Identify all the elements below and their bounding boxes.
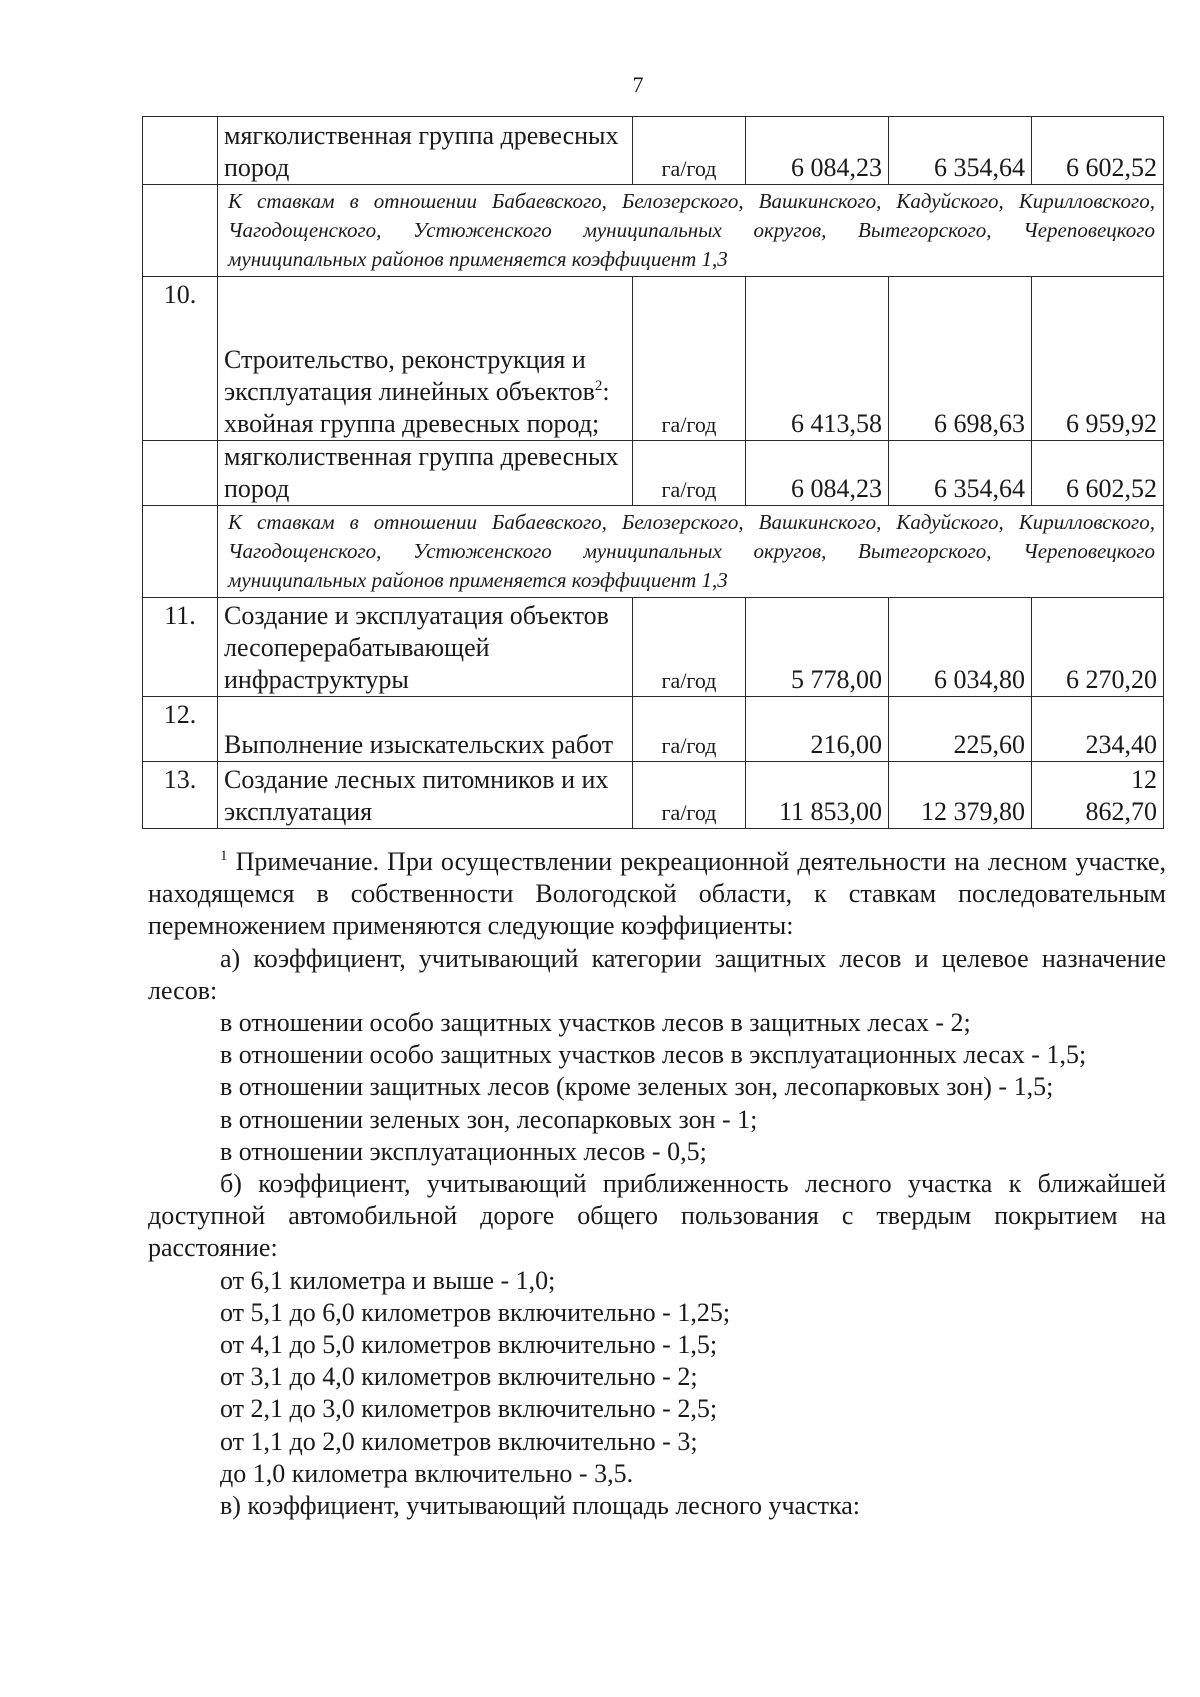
list-item: в отношении защитных лесов (кроме зеленых зон, лесопарковых зон) - 1,5; xyxy=(220,1072,1054,1102)
rates-table xyxy=(142,116,1164,829)
footnote-intro: $^1$ Примечание. При осуществлении рекреационной деятельности на лесном участке, находящемся в собственности Вологодской области, к ставкам последовательным перемножением применяются следующие коэффициенты: xyxy=(148,847,1166,941)
list-item: в отношении особо защитных участков лесов в защитных лесах - 2; xyxy=(220,1008,971,1038)
row-value-2: 6 354,64 xyxy=(889,441,1032,506)
row-value-1: 6 084,23 xyxy=(746,117,889,185)
table-row xyxy=(143,441,1164,506)
coefficient-note: К ставкам в отношении Бабаевского, Белозерского, Вашкинского, Кадуйского, Кирилловского, Чагодощенского, Устюженского муниципальных округов, Вытегорского, Череповецкого муниципальных районов применяется коэффициент 1,3 xyxy=(218,185,1164,277)
list-item: от 4,1 до 5,0 километров включительно - 1,5; xyxy=(220,1330,718,1360)
list-item: от 3,1 до 4,0 километров включительно - 2; xyxy=(220,1362,698,1392)
row-description: Создание и эксплуатация объектов лесоперерабатывающей инфраструктуры xyxy=(218,598,633,697)
coefficient-c-title: в) коэффициент, учитывающий площадь лесного участка: xyxy=(220,1491,860,1521)
row-number: 13. xyxy=(143,762,218,829)
coefficient-note: К ставкам в отношении Бабаевского, Белозерского, Вашкинского, Кадуйского, Кирилловского, Чагодощенского, Устюженского муниципальных округов, Вытегорского, Череповецкого муниципальных районов применяется коэффициент 1,3 xyxy=(218,506,1164,598)
row-number: 12. xyxy=(143,697,218,762)
row-number: 10. xyxy=(143,277,218,441)
table-note-row xyxy=(143,506,1164,598)
list-item: в отношении эксплуатационных лесов - 0,5; xyxy=(220,1136,707,1166)
row-value-1: 6 413,58 xyxy=(746,277,889,441)
row-value-3: 12 862,70 xyxy=(1032,762,1164,829)
list-item: в отношении особо защитных участков лесов в эксплуатационных лесах - 1,5; xyxy=(220,1040,1087,1070)
table-row xyxy=(143,277,1164,441)
row-value-2: 12 379,80 xyxy=(889,762,1032,829)
list-item: до 1,0 километра включительно - 3,5. xyxy=(220,1458,634,1488)
footnote-marker: 2 xyxy=(594,378,603,394)
row-value-1: 11 853,00 xyxy=(746,762,889,829)
list-item: от 6,1 километра и выше - 1,0; xyxy=(220,1265,556,1295)
list-item: от 5,1 до 6,0 километров включительно - 1,25; xyxy=(220,1297,731,1327)
row-value-2: 6 354,64 xyxy=(889,117,1032,185)
row-description: Строительство, реконструкция и эксплуатация линейных объектов$^2$: хвойная группа древесных пород; xyxy=(218,277,633,441)
list-item: от 1,1 до 2,0 километров включительно - 3; xyxy=(220,1426,698,1456)
row-value-3: 6 959,92 xyxy=(1032,277,1164,441)
row-description: мягколиственная группа древесных пород xyxy=(218,441,633,506)
table-row xyxy=(143,117,1164,185)
coefficient-b-title: б) коэффициент, учитывающий приближенность лесного участка к ближайшей доступной автомобильной дороге общего пользования с твердым покрытием на расстояние: xyxy=(148,1169,1166,1263)
row-description: Создание лесных питомников и их эксплуатация xyxy=(218,762,633,829)
row-value-3: 6 602,52 xyxy=(1032,117,1164,185)
table-note-row xyxy=(143,185,1164,277)
table-row xyxy=(143,598,1164,697)
row-value-3: 6 602,52 xyxy=(1032,441,1164,506)
row-number xyxy=(143,117,218,185)
row-value-3: 6 270,20 xyxy=(1032,598,1164,697)
table-row xyxy=(143,762,1164,829)
row-unit: га/год xyxy=(633,762,746,829)
row-unit: га/год xyxy=(633,277,746,441)
row-value-2: 6 698,63 xyxy=(889,277,1032,441)
row-unit: га/год xyxy=(633,441,746,506)
row-number: 11. xyxy=(143,598,218,697)
list-item: в отношении зеленых зон, лесопарковых зон - 1; xyxy=(220,1104,758,1134)
table-row xyxy=(143,697,1164,762)
row-value-1: 5 778,00 xyxy=(746,598,889,697)
row-description: Выполнение изыскательских работ xyxy=(218,697,633,762)
row-unit: га/год xyxy=(633,598,746,697)
row-value-1: 6 084,23 xyxy=(746,441,889,506)
footnote-block xyxy=(148,846,1166,1522)
row-value-2: 225,60 xyxy=(889,697,1032,762)
row-unit: га/год xyxy=(633,697,746,762)
row-unit: га/год xyxy=(633,117,746,185)
footnote-marker: 1 xyxy=(220,848,228,864)
page-number: 7 xyxy=(632,72,644,97)
coefficient-a-title: а) коэффициент, учитывающий категории защитных лесов и целевое назначение лесов: xyxy=(148,943,1166,1005)
list-item: от 2,1 до 3,0 километров включительно - 2,5; xyxy=(220,1394,718,1424)
row-value-3: 234,40 xyxy=(1032,697,1164,762)
row-value-2: 6 034,80 xyxy=(889,598,1032,697)
row-description: мягколиственная группа древесных пород xyxy=(218,117,633,185)
row-value-1: 216,00 xyxy=(746,697,889,762)
